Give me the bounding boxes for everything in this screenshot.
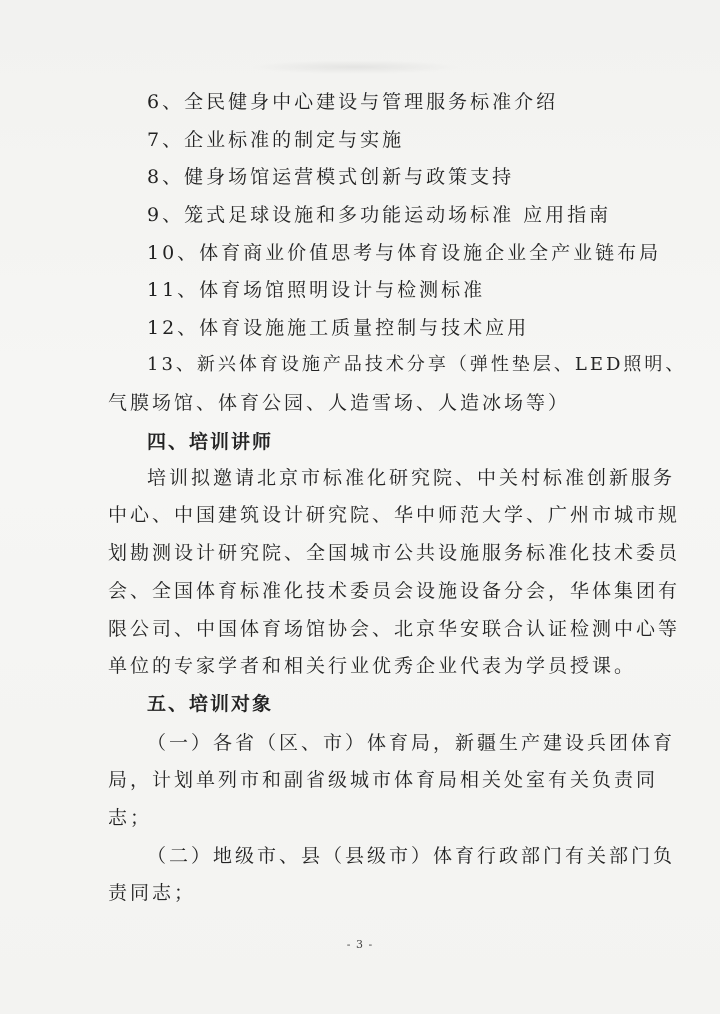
section-heading-trainees: 五、培训对象: [147, 693, 274, 715]
list-item-6: 6、全民健身中心建设与管理服务标准介绍: [147, 91, 559, 113]
list-item-13: 13、新兴体育设施产品技术分享（弹性垫层、LED照明、: [147, 354, 687, 375]
page-number: - 3 -: [346, 938, 374, 951]
list-item-10: 10、体育商业价值思考与体育设施企业全产业链布局: [147, 242, 662, 264]
list-item-12: 12、体育设施施工质量控制与技术应用: [147, 317, 530, 339]
paragraph-line: 责同志；: [108, 882, 197, 904]
paragraph-line: 局，计划单列市和副省级城市体育局相关处室有关负责同: [108, 769, 659, 791]
section-heading-trainers: 四、培训讲师: [147, 431, 274, 453]
paragraph-line: 限公司、中国体育场馆协会、北京华安联合认证检测中心等: [108, 618, 681, 640]
paragraph-line: （一）各省（区、市）体育局，新疆生产建设兵团体育: [147, 732, 676, 754]
paragraph-line: 中心、中国建筑设计研究院、华中师范大学、广州市城市规: [108, 504, 681, 526]
paragraph-line: 单位的专家学者和相关行业优秀企业代表为学员授课。: [108, 655, 637, 677]
paragraph-line: 志；: [108, 807, 153, 829]
paragraph-line: 会、全国体育标准化技术委员会设施设备分会，华体集团有: [108, 580, 681, 602]
list-item-9: 9、笼式足球设施和多功能运动场标准 应用指南: [147, 204, 612, 226]
list-item-8: 8、健身场馆运营模式创新与政策支持: [147, 166, 515, 188]
list-item-11: 11、体育场馆照明设计与检测标准: [147, 279, 486, 301]
paragraph-line: 划勘测设计研究院、全国城市公共设施服务标准化技术委员: [108, 542, 681, 564]
paragraph-line: （二）地级市、县（县级市）体育行政部门有关部门负: [147, 845, 676, 867]
list-item-7: 7、企业标准的制定与实施: [147, 129, 405, 151]
scan-smudge: [250, 60, 460, 74]
paragraph-line: 培训拟邀请北京市标准化研究院、中关村标准创新服务: [147, 467, 676, 489]
list-item-13-cont: 气膜场馆、体育公园、人造雪场、人造冰场等）: [108, 392, 571, 414]
